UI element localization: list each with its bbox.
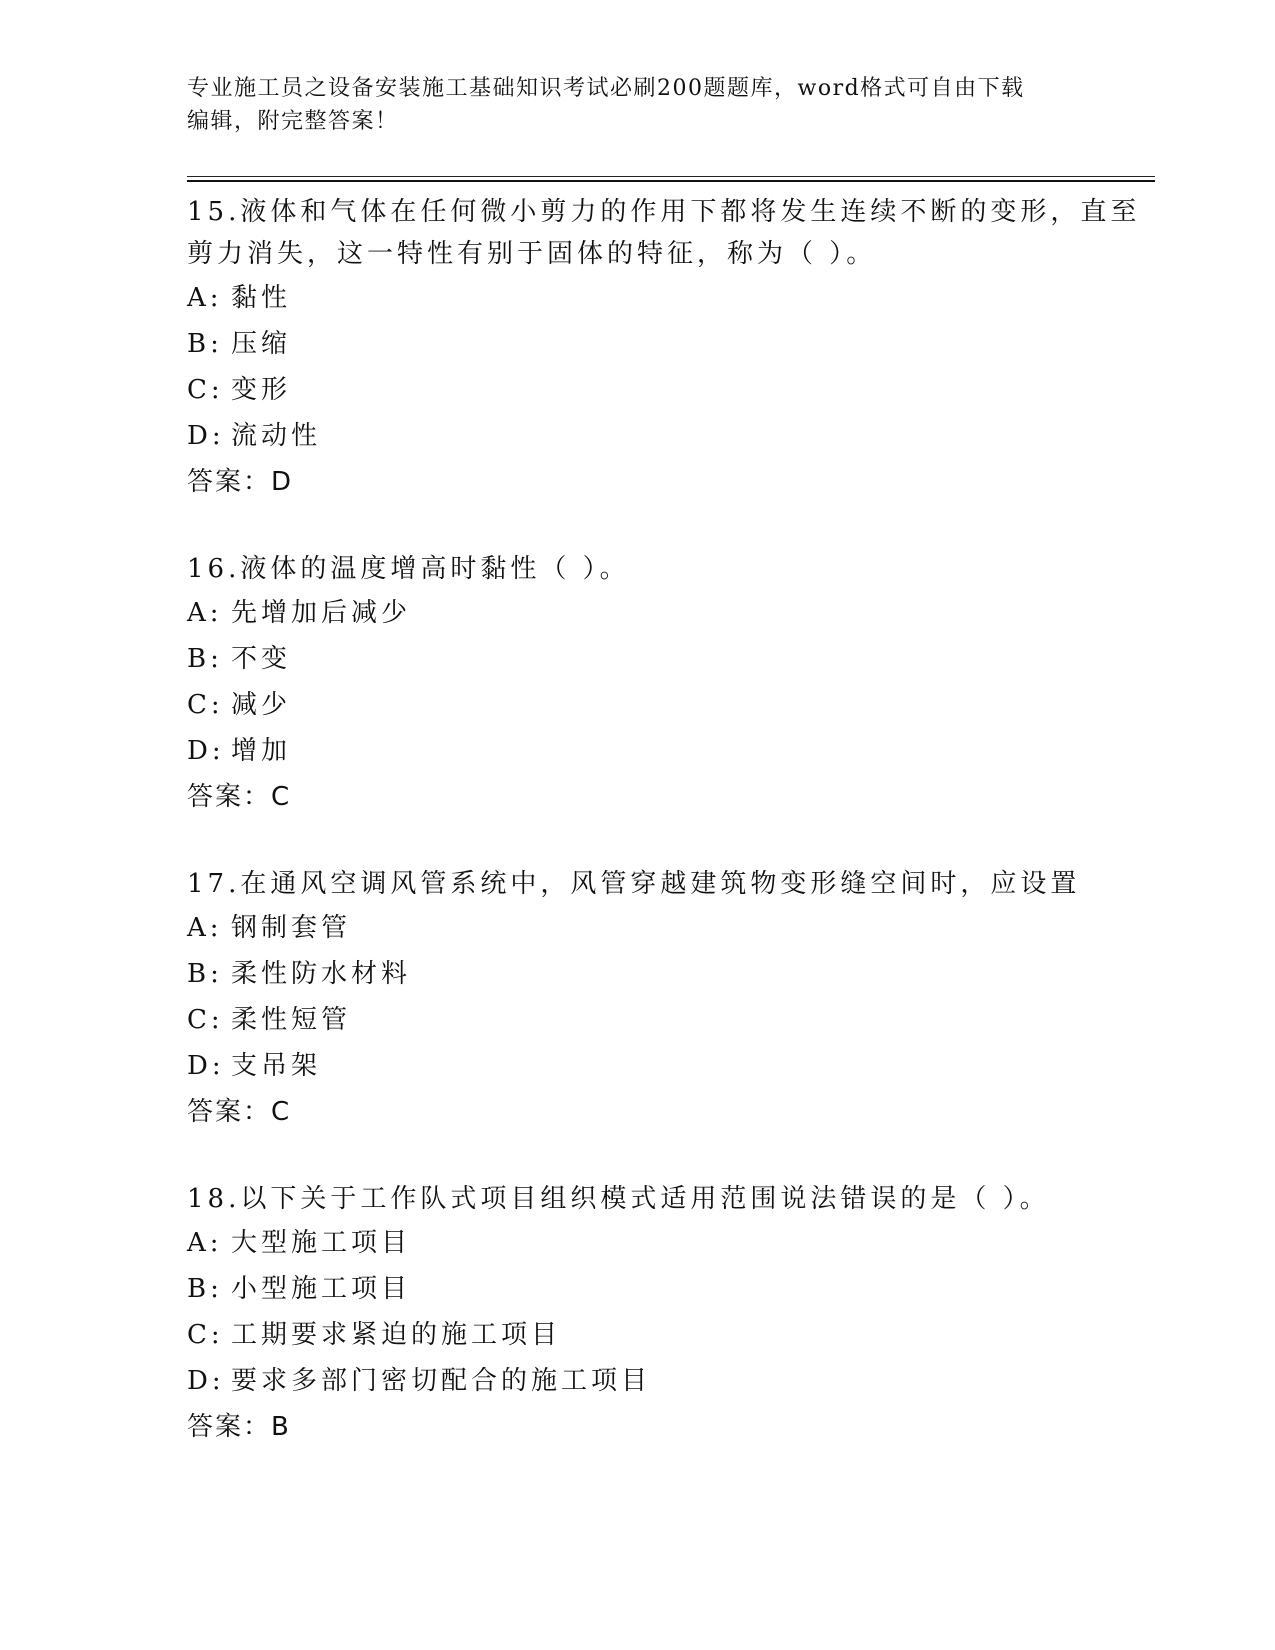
- option-text: 流动性: [231, 421, 322, 451]
- option-key: D:: [187, 1051, 225, 1081]
- option-c: [187, 682, 1147, 728]
- option-text: 黏性: [231, 283, 292, 313]
- option-d: [187, 1358, 1147, 1404]
- document-header: [187, 72, 1087, 138]
- option-text: 先增加后减少: [231, 598, 412, 628]
- option-key: B:: [187, 959, 223, 989]
- option-d: [187, 728, 1147, 774]
- option-text: 要求多部门密切配合的施工项目: [231, 1366, 652, 1396]
- question-17: [187, 862, 1147, 1135]
- option-c: [187, 997, 1147, 1043]
- option-b: [187, 1266, 1147, 1312]
- question-stem: 15.液体和气体在任何微小剪力的作用下都将发生连续不断的变形，直至剪力消失，这一特性有别于固体的特征，称为（ ）。: [187, 197, 1141, 269]
- option-a: [187, 1220, 1147, 1266]
- option-text: 柔性短管: [231, 1005, 352, 1035]
- option-text: 增加: [231, 736, 292, 766]
- option-key: A:: [187, 913, 223, 943]
- question-list: [187, 190, 1147, 1450]
- answer-line: 答案：B: [187, 1412, 291, 1442]
- question-15: [187, 190, 1147, 505]
- option-b: [187, 951, 1147, 997]
- option-text: 压缩: [231, 329, 292, 359]
- option-text: 大型施工项目: [231, 1228, 412, 1258]
- option-key: D:: [187, 1366, 225, 1396]
- question-stem: 18.以下关于工作队式项目组织模式适用范围说法错误的是（ ）。: [187, 1184, 1050, 1214]
- option-text: 减少: [231, 690, 292, 720]
- option-c: [187, 367, 1147, 413]
- option-text: 柔性防水材料: [231, 959, 412, 989]
- option-text: 工期要求紧迫的施工项目: [231, 1320, 562, 1350]
- question-16: [187, 547, 1147, 820]
- option-key: C:: [187, 375, 224, 405]
- answer-line: 答案：C: [187, 1097, 292, 1127]
- answer-line: 答案：C: [187, 782, 292, 812]
- option-b: [187, 321, 1147, 367]
- option-text: 小型施工项目: [231, 1274, 412, 1304]
- option-key: C:: [187, 690, 224, 720]
- option-d: [187, 413, 1147, 459]
- option-key: A:: [187, 283, 223, 313]
- option-a: [187, 590, 1147, 636]
- header-rule-thin: [187, 176, 1155, 177]
- option-c: [187, 1312, 1147, 1358]
- option-key: B:: [187, 1274, 223, 1304]
- option-key: A:: [187, 1228, 223, 1258]
- option-key: A:: [187, 598, 223, 628]
- option-b: [187, 636, 1147, 682]
- option-text: 支吊架: [231, 1051, 322, 1081]
- option-d: [187, 1043, 1147, 1089]
- option-key: C:: [187, 1320, 224, 1350]
- question-stem: 16.液体的温度增高时黏性（ ）。: [187, 554, 630, 584]
- option-key: B:: [187, 329, 223, 359]
- question-18: [187, 1177, 1147, 1450]
- question-stem: 17.在通风空调风管系统中，风管穿越建筑物变形缝空间时，应设置: [187, 869, 1081, 899]
- header-line-1: 专业施工员之设备安装施工基础知识考试必刷200题题库，word格式可自由下载: [187, 76, 1025, 101]
- option-key: B:: [187, 644, 223, 674]
- option-text: 变形: [231, 375, 292, 405]
- option-a: [187, 905, 1147, 951]
- header-rule-thick: [187, 180, 1155, 182]
- option-key: C:: [187, 1005, 224, 1035]
- option-key: D:: [187, 421, 225, 451]
- answer-line: 答案：D: [187, 467, 294, 497]
- header-line-2: 编辑，附完整答案！: [187, 109, 399, 134]
- option-key: D:: [187, 736, 225, 766]
- option-text: 不变: [231, 644, 292, 674]
- option-a: [187, 275, 1147, 321]
- option-text: 钢制套管: [231, 913, 352, 943]
